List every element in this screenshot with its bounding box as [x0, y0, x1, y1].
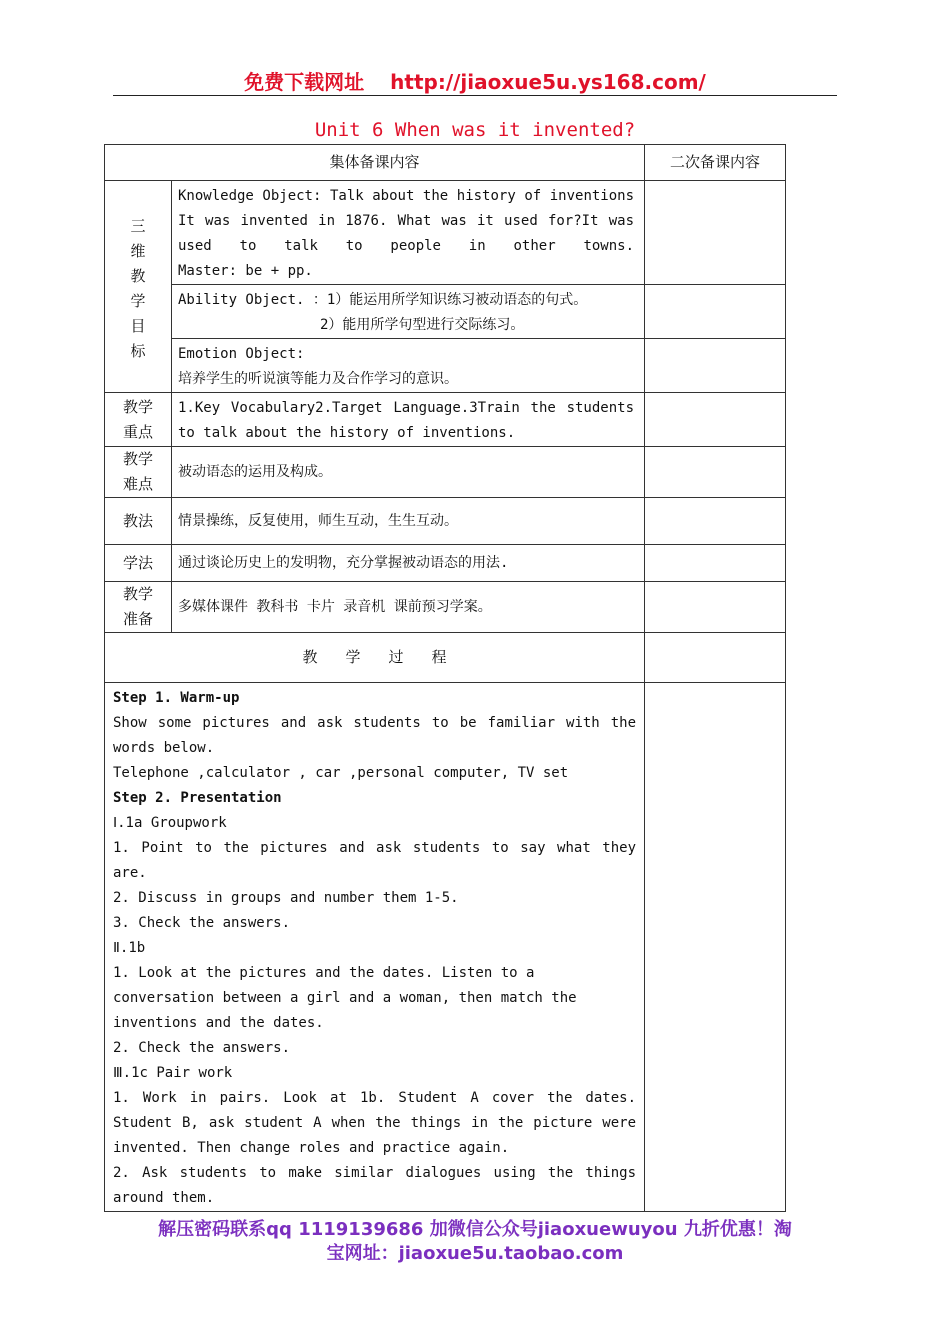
process-notes-cell [645, 683, 786, 1212]
contact-footer [0, 1218, 950, 1266]
method-label: 教法 [105, 498, 172, 545]
knowledge-object-cell [172, 181, 645, 285]
header-label: 免费下载网址 [244, 70, 365, 94]
key-points-notes-cell [645, 393, 786, 447]
objectives-label [105, 181, 172, 393]
objectives-label-char: 标 [130, 341, 146, 360]
process-line: invented. Then change roles and practice again. [113, 1140, 510, 1156]
process-line: 3. Check the answers. [113, 915, 291, 931]
objectives-label-char: 学 [130, 291, 146, 310]
study-cell: 通过谈论历史上的发明物，充分掌握被动语态的用法. [172, 545, 645, 582]
method-notes-cell [645, 498, 786, 545]
difficulty-cell: 被动语态的运用及构成。 [172, 447, 645, 498]
process-line: Ⅰ.1a Groupwork [113, 815, 227, 831]
ability-line-2: 2）能用所学句型进行交际练习。 [320, 317, 525, 333]
ability-notes-cell [645, 285, 786, 339]
footer-line-1: 解压密码联系qq 1119139686 加微信公众号jiaoxuewuyou 九折优惠！淘 [158, 1219, 792, 1240]
emotion-line-2: 培养学生的听说演等能力及合作学习的意识。 [178, 371, 458, 387]
lesson-plan-table [104, 144, 786, 1212]
process-heading-char: 学 [345, 648, 361, 666]
study-label: 学法 [105, 545, 172, 582]
process-line: Ⅲ.1c Pair work [113, 1065, 233, 1081]
header-url-link[interactable]: http://jiaoxue5u.ys168.com/ [390, 70, 706, 94]
process-line: 2. Check the answers. [113, 1040, 291, 1056]
knowledge-line: Master: be + pp. [178, 263, 313, 279]
footer-line-2[interactable]: 宝网址：jiaoxue5u.taobao.com [326, 1243, 624, 1264]
step-heading: Step 1. Warm-up [113, 690, 240, 706]
process-heading-char: 教 [302, 648, 318, 666]
knowledge-line: used to talk to people in other towns. [178, 238, 635, 254]
head-secondary: 二次备课内容 [645, 145, 786, 181]
objectives-label-char: 目 [130, 316, 146, 335]
process-line: 2. Ask students to make similar dialogues using the things [113, 1165, 637, 1181]
head-collective: 集体备课内容 [105, 145, 645, 181]
key-points-line-2: to talk about the history of inventions. [178, 425, 516, 441]
step-heading: Step 2. Presentation [113, 790, 282, 806]
process-heading-notes-cell [645, 633, 786, 683]
process-line: Telephone ,calculator , car ,personal computer, TV set [113, 765, 569, 781]
process-line: Ⅱ.1b [113, 940, 146, 956]
key-points-line-1: 1.Key Vocabulary2.Target Language.3Train the students [178, 400, 635, 416]
ability-object-cell [172, 285, 645, 339]
emotion-notes-cell [645, 339, 786, 393]
process-line: conversation between a girl and a woman, then match the [113, 990, 577, 1006]
prep-label: 教学 准备 [105, 582, 172, 633]
difficulty-label: 教学 难点 [105, 447, 172, 498]
prep-cell: 多媒体课件 教科书 卡片 录音机 课前预习学案。 [172, 582, 645, 633]
objectives-label-char: 三 [130, 216, 146, 235]
process-line: 1. Point to the pictures and ask students to say what they [113, 840, 637, 856]
key-points-cell [172, 393, 645, 447]
prep-notes-cell [645, 582, 786, 633]
process-line: inventions and the dates. [113, 1015, 324, 1031]
process-heading-char: 程 [431, 648, 447, 666]
process-heading-char: 过 [388, 648, 404, 666]
process-heading [105, 633, 645, 683]
process-line: words below. [113, 740, 215, 756]
ability-line-1: Ability Object. ：1）能运用所学知识练习被动语态的句式。 [178, 292, 588, 308]
emotion-line-1: Emotion Object: [178, 346, 305, 362]
process-line: around them. [113, 1190, 215, 1206]
page-title: Unit 6 When was it invented? [314, 119, 636, 141]
objectives-label-char: 维 [130, 241, 146, 260]
process-line: 1. Look at the pictures and the dates. Listen to a [113, 965, 535, 981]
study-notes-cell [645, 545, 786, 582]
knowledge-notes-cell [645, 181, 786, 285]
knowledge-line: It was invented in 1876. What was it used for?It was [178, 213, 635, 229]
knowledge-line: Knowledge Object: Talk about the history of inventions [178, 188, 635, 204]
process-line: are. [113, 865, 147, 881]
emotion-object-cell [172, 339, 645, 393]
process-content-cell [105, 683, 645, 1212]
process-line: Show some pictures and ask students to be familiar with the [113, 715, 637, 731]
difficulty-notes-cell [645, 447, 786, 498]
key-points-label: 教学 重点 [105, 393, 172, 447]
process-line: 2. Discuss in groups and number them 1-5. [113, 890, 459, 906]
objectives-label-char: 教 [130, 266, 146, 285]
process-line: Student B, ask student A when the things in the picture were [113, 1115, 637, 1131]
header-divider [113, 95, 837, 96]
download-header [0, 66, 950, 95]
process-line: 1. Work in pairs. Look at 1b. Student A cover the dates. [113, 1090, 637, 1106]
method-cell: 情景操练，反复使用，师生互动，生生互动。 [172, 498, 645, 545]
